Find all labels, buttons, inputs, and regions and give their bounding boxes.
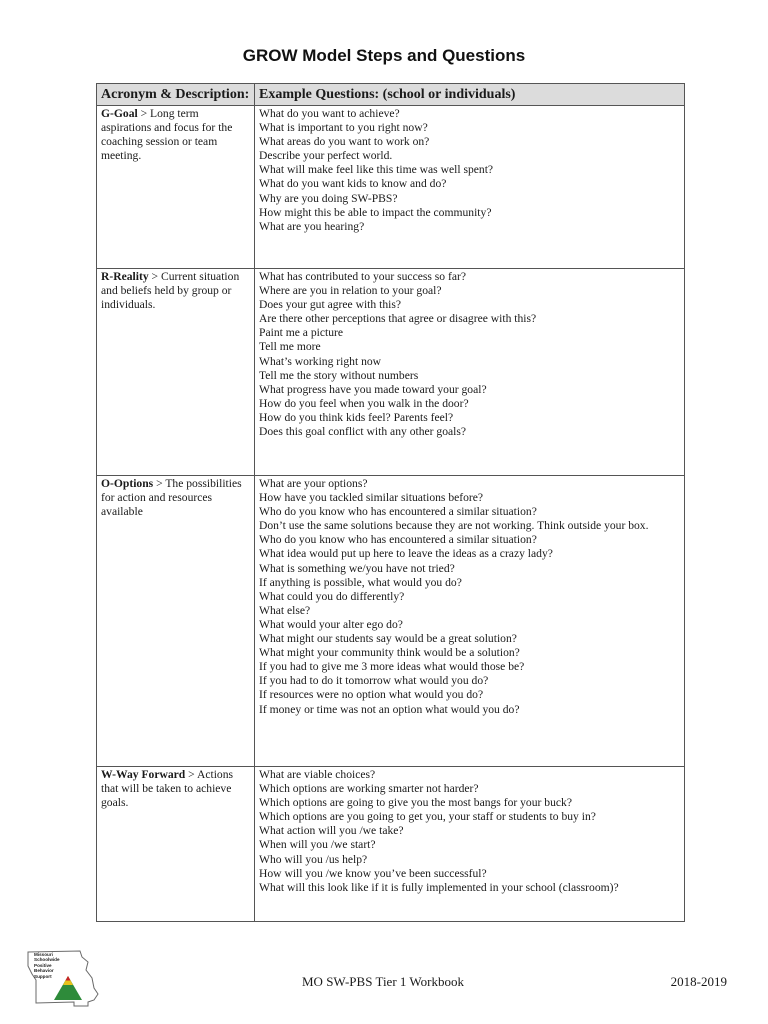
question-item: Which options are working smarter not harder? xyxy=(259,782,479,796)
table-row-way xyxy=(97,767,685,922)
question-item: Why are you doing SW-PBS? xyxy=(259,191,398,205)
logo-line: Positive xyxy=(34,962,52,968)
question-item: What are your options? xyxy=(259,477,368,490)
example-questions-cell xyxy=(255,476,685,767)
question-item: Are there other perceptions that agree or disagree with this? xyxy=(259,312,537,326)
question-item: What do you want kids to know and do? xyxy=(259,177,447,191)
grow-table xyxy=(96,83,685,922)
step-description: > The possibilities for action and resources available xyxy=(101,477,242,519)
question-item: If money or time was not an option what would you do? xyxy=(259,702,520,716)
question-item: How do you think kids feel? Parents feel? xyxy=(259,410,454,424)
question-item: What do you want to achieve? xyxy=(259,107,400,120)
table-row-reality xyxy=(97,269,685,476)
question-item: What are viable choices? xyxy=(259,768,376,781)
question-item: Who do you know who has encountered a similar situation? xyxy=(259,533,537,547)
question-item: Tell me more xyxy=(259,340,321,354)
table-row-goal xyxy=(97,106,685,269)
footer-workbook-title: MO SW-PBS Tier 1 Workbook xyxy=(302,974,464,989)
question-item: Who will you /us help? xyxy=(259,852,368,866)
question-item: Don’t use the same solutions because they are not working. Think outside your box. xyxy=(259,519,649,533)
question-item: If anything is possible, what would you do? xyxy=(259,575,462,589)
question-item: What action will you /we take? xyxy=(259,824,404,838)
question-item: How have you tackled similar situations before? xyxy=(259,491,484,505)
logo-text xyxy=(34,952,60,979)
table-row-options xyxy=(97,476,685,767)
question-item: Which options are going to give you the most bangs for your buck? xyxy=(259,796,572,810)
header-questions: Example Questions: (school or individuals) xyxy=(255,84,685,106)
question-item: What will make feel like this time was well spent? xyxy=(259,163,494,177)
step-acronym: R-Reality xyxy=(101,270,149,283)
question-item: If you had to do it tomorrow what would you do? xyxy=(259,674,489,688)
document-title: GROW Model Steps and Questions xyxy=(242,46,526,65)
question-item: What might your community think would be a solution? xyxy=(259,646,520,660)
question-item: What has contributed to your success so far? xyxy=(259,270,467,283)
question-item: Paint me a picture xyxy=(259,326,344,340)
question-item: What might our students say would be a great solution? xyxy=(259,632,517,646)
header-acronym: Acronym & Description: xyxy=(97,84,255,106)
logo-line: Support xyxy=(34,973,52,979)
mo-swpbs-logo xyxy=(22,948,102,1010)
question-item: How will you /we know you’ve been successful? xyxy=(259,866,487,880)
question-item: What’s working right now xyxy=(259,354,382,368)
question-item: What is something we/you have not tried? xyxy=(259,561,455,575)
question-item: Does this goal conflict with any other goals? xyxy=(259,425,467,439)
question-item: When will you /we start? xyxy=(259,838,376,852)
question-item: How might this be able to impact the community? xyxy=(259,205,492,219)
question-item: If resources were no option what would you do? xyxy=(259,688,484,702)
step-description-cell xyxy=(97,269,255,476)
question-item: What areas do you want to work on? xyxy=(259,135,430,149)
step-description: > Long term aspirations and focus for the coaching session or team meeting. xyxy=(101,107,233,163)
question-item: If you had to give me 3 more ideas what would those be? xyxy=(259,660,525,674)
question-item: What could you do differently? xyxy=(259,589,405,603)
question-item: Describe your perfect world. xyxy=(259,149,393,163)
question-item: What would your alter ego do? xyxy=(259,617,403,631)
logo-line: Schoolwide xyxy=(34,957,60,963)
question-item: How do you feel when you walk in the door? xyxy=(259,396,469,410)
table-header-row xyxy=(97,84,685,106)
question-item: What will this look like if it is fully implemented in your school (classroom)? xyxy=(259,880,619,894)
question-item: What are you hearing? xyxy=(259,219,365,233)
question-item: What is important to you right now? xyxy=(259,121,428,135)
question-item: Does your gut agree with this? xyxy=(259,298,401,312)
example-questions-cell xyxy=(255,106,685,269)
question-item: Who do you know who has encountered a similar situation? xyxy=(259,505,537,519)
question-item: What else? xyxy=(259,603,311,617)
step-acronym: O-Options xyxy=(101,477,154,490)
footer-year: 2018-2019 xyxy=(670,974,727,989)
step-description: > Current situation and beliefs held by group or individuals. xyxy=(101,270,240,312)
step-acronym: G-Goal xyxy=(101,107,138,120)
step-acronym: W-Way Forward xyxy=(101,768,186,781)
logo-line: Behavior xyxy=(34,968,54,974)
question-item: What idea would put up here to leave the ideas as a crazy lady? xyxy=(259,547,553,561)
question-item: Tell me the story without numbers xyxy=(259,368,419,382)
step-description-cell xyxy=(97,767,255,922)
pyramid-icon xyxy=(54,976,82,1000)
step-description-cell xyxy=(97,106,255,269)
example-questions-cell xyxy=(255,269,685,476)
example-questions-cell xyxy=(255,767,685,922)
step-description-cell xyxy=(97,476,255,767)
question-item: Which options are you going to get you, your staff or students to buy in? xyxy=(259,810,596,824)
logo-line: Missouri xyxy=(34,952,53,957)
step-description: > Actions that will be taken to achieve goals. xyxy=(101,768,234,810)
question-item: What progress have you made toward your goal? xyxy=(259,382,487,396)
question-item: Where are you in relation to your goal? xyxy=(259,284,442,298)
